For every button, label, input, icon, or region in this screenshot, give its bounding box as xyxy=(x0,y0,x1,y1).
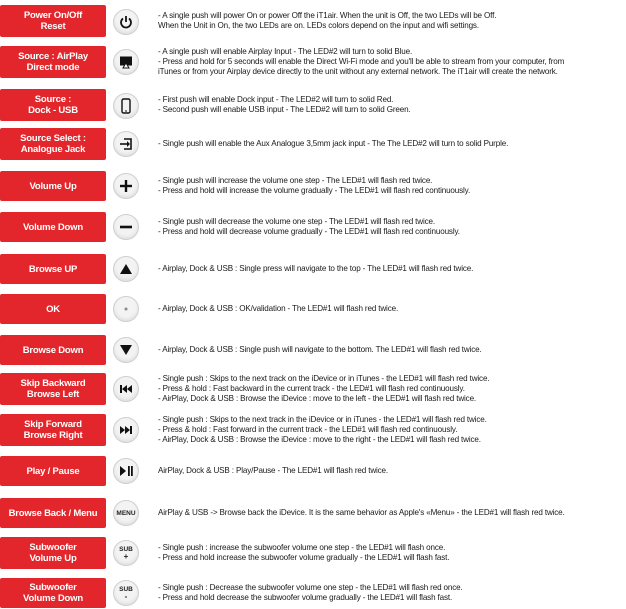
description-line: - Single push : Decrease the subwoofer volume one step - the LED#1 will flash red once. xyxy=(158,583,463,592)
description-line: - AirPlay, Dock & USB : Browse the iDevice : move to the left - the LED#1 will flash red twice. xyxy=(158,394,477,403)
icon-text-line: SUB xyxy=(119,546,133,553)
button-row xyxy=(0,456,626,486)
power-icon xyxy=(113,9,139,35)
skip-forward-icon xyxy=(113,417,139,443)
button-name-label xyxy=(0,456,106,486)
button-description xyxy=(158,47,626,77)
button-description xyxy=(158,139,626,149)
button-name-label xyxy=(0,46,106,78)
description-line: - Press and hold increase the subwoofer volume gradually - the LED#1 will flash fast. xyxy=(158,553,450,562)
button-name-label xyxy=(0,414,106,446)
button-name-line: OK xyxy=(46,303,60,315)
button-name-label xyxy=(0,578,106,608)
input-jack-icon xyxy=(113,131,139,157)
description-line: - AirPlay, Dock & USB : Browse the iDevice : move to the right - the LED#1 will flash red twice. xyxy=(158,435,481,444)
button-name-line: Direct mode xyxy=(26,62,80,73)
button-name-line: Skip Forward xyxy=(24,419,82,430)
button-name-label xyxy=(0,212,106,242)
button-row xyxy=(0,212,626,242)
button-row xyxy=(0,171,626,201)
description-line: - Airplay, Dock & USB : Single push will navigate to the bottom. The LED#1 will flash red twice. xyxy=(158,345,482,354)
description-line: - Press and hold decrease the subwoofer volume gradually - the LED#1 will flash fast. xyxy=(158,593,453,602)
button-row xyxy=(0,578,626,608)
description-line: - Press and hold will decrease volume gradually - The LED#1 will flash red continuously. xyxy=(158,227,460,236)
description-line: - Single push : Skips to the next track on the iDevice or in iTunes - the LED#1 will flash red twice. xyxy=(158,374,490,383)
button-description xyxy=(158,583,626,603)
button-name-line: Subwoofer xyxy=(29,582,77,593)
button-description xyxy=(158,415,626,445)
description-line: AirPlay & USB -> Browse back the iDevice. It is the same behavior as Apple's «Menu» - the LED#1 will flash red twice. xyxy=(158,508,565,517)
description-line: - Press & hold : Fast backward in the current track - the LED#1 will flash red continuously. xyxy=(158,384,465,393)
button-name-line: Reset xyxy=(40,21,66,32)
button-description xyxy=(158,217,626,237)
button-row xyxy=(0,89,626,121)
description-line: - Single push : increase the subwoofer volume one step - the LED#1 will flash once. xyxy=(158,543,446,552)
button-name-line: Volume Down xyxy=(23,593,83,604)
button-row xyxy=(0,294,626,324)
skip-back-icon xyxy=(113,376,139,402)
button-row xyxy=(0,537,626,569)
description-line: - First push will enable Dock input - The LED#2 will turn to solid Red. xyxy=(158,95,394,104)
triangle-down-icon xyxy=(113,337,139,363)
button-row xyxy=(0,335,626,365)
description-line: - Single push will enable the Aux Analogue 3,5mm jack input - The The LED#2 will turn to solid Purple. xyxy=(158,139,509,148)
button-name-line: Skip Backward xyxy=(20,378,86,389)
button-description xyxy=(158,264,626,274)
button-row xyxy=(0,498,626,528)
button-name-line: Volume Up xyxy=(29,180,77,192)
description-line: - Single push will decrease the volume one step - The LED#1 will flash red twice. xyxy=(158,217,435,226)
description-line: iTunes or from your Airplay device directly to the unit without any external network. The iT1air will create the network. xyxy=(158,67,558,76)
button-row xyxy=(0,128,626,160)
icon-text-line: MENU xyxy=(116,509,136,517)
button-name-label xyxy=(0,498,106,528)
button-name-label xyxy=(0,335,106,365)
button-name-line: Subwoofer xyxy=(29,542,77,553)
sub-minus-icon xyxy=(113,580,139,606)
button-name-line: Play / Pause xyxy=(26,465,80,477)
minus-icon xyxy=(113,214,139,240)
sub-plus-icon xyxy=(113,540,139,566)
button-name-line: Volume Up xyxy=(29,553,77,564)
icon-text xyxy=(119,546,133,560)
button-name-line: Browse Down xyxy=(22,344,84,356)
button-name-line: Power On/Off xyxy=(23,10,83,21)
button-description xyxy=(158,466,626,476)
button-description xyxy=(158,176,626,196)
button-name-line: Browse UP xyxy=(28,263,78,275)
button-description xyxy=(158,543,626,563)
button-name-line: Browse Back / Menu xyxy=(8,507,98,519)
button-description xyxy=(158,374,626,404)
button-name-line: Analogue Jack xyxy=(20,144,86,155)
button-name-line: Dock - USB xyxy=(28,105,78,116)
menu-icon xyxy=(113,500,139,526)
description-line: - Second push will enable USB input - The LED#2 will turn to solid Green. xyxy=(158,105,411,114)
description-line: - Press and hold will increase the volume gradually - The LED#1 will flash red continuously. xyxy=(158,186,471,195)
description-line: - Single push will increase the volume one step - The LED#1 will flash red twice. xyxy=(158,176,433,185)
icon-text-line: + xyxy=(123,552,129,561)
description-line: - A single push will enable Airplay Input - The LED#2 will turn to solid Blue. xyxy=(158,47,413,56)
airplay-icon xyxy=(113,49,139,75)
play-pause-icon xyxy=(113,458,139,484)
plus-icon xyxy=(113,173,139,199)
button-name-line: Source : AirPlay xyxy=(18,51,88,62)
triangle-up-icon xyxy=(113,256,139,282)
icon-text-line: SUB xyxy=(119,586,133,593)
description-line: - Press and hold for 5 seconds will enable the Direct Wi-Fi mode and you'll be able to stream from your computer, from xyxy=(158,57,565,66)
description-line: - Airplay, Dock & USB : Single press will navigate to the top - The LED#1 will flash red twice. xyxy=(158,264,474,273)
button-row xyxy=(0,5,626,37)
button-name-label xyxy=(0,254,106,284)
button-row xyxy=(0,373,626,405)
icon-text xyxy=(116,510,135,517)
icon-text-line: - xyxy=(124,592,128,601)
button-description xyxy=(158,11,626,31)
button-description xyxy=(158,304,626,314)
button-description xyxy=(158,95,626,115)
description-line: - A single push will power On or power Off the iT1air. When the unit is Off, the two LEDs will be Off. xyxy=(158,11,497,20)
button-name-label xyxy=(0,128,106,160)
button-name-line: Source Select : xyxy=(20,133,86,144)
description-line: - Press & hold : Fast forward in the current track - the LED#1 will flash red continuously. xyxy=(158,425,458,434)
button-name-line: Browse Right xyxy=(23,430,83,441)
button-name-label xyxy=(0,89,106,121)
description-line: AirPlay, Dock & USB : Play/Pause - The LED#1 will flash red twice. xyxy=(158,466,389,475)
button-description xyxy=(158,345,626,355)
phone-icon xyxy=(113,93,139,119)
description-line: - Single push : Skips to the next track in the iDevice or in iTunes - the LED#1 will flash red twice. xyxy=(158,415,487,424)
button-name-label xyxy=(0,373,106,405)
description-line: - Airplay, Dock & USB : OK/validation - The LED#1 will flash red twice. xyxy=(158,304,399,313)
button-name-label xyxy=(0,5,106,37)
dot-icon xyxy=(113,296,139,322)
button-name-label xyxy=(0,294,106,324)
button-description xyxy=(158,508,626,518)
icon-text xyxy=(119,586,133,600)
button-row xyxy=(0,414,626,446)
button-name-line: Volume Down xyxy=(23,221,83,233)
button-name-line: Source : xyxy=(34,94,72,105)
button-row xyxy=(0,46,626,78)
button-name-line: Browse Left xyxy=(26,389,80,400)
button-name-label xyxy=(0,537,106,569)
button-row xyxy=(0,254,626,284)
button-name-label xyxy=(0,171,106,201)
description-line: When the Unit in On, the two LEDs are on. LEDs colors depend on the input and wifi settings. xyxy=(158,21,479,30)
